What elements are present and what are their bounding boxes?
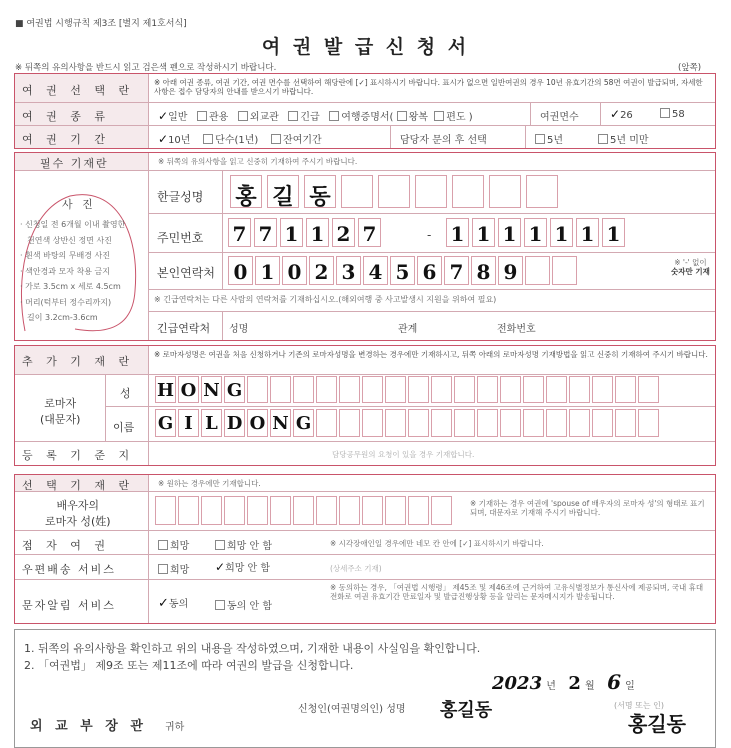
form-subtitle: ■ 여권법 시행규칙 제3조 [별지 제1호서식]	[15, 19, 187, 29]
period-10y-option[interactable]: ✓10년	[158, 132, 191, 146]
spouse-surname-cell[interactable]	[155, 496, 176, 525]
korean-name-char: 길	[272, 183, 294, 210]
rrn-back-cell[interactable]	[446, 218, 469, 247]
emergency-name-field[interactable]: 성명	[229, 324, 249, 335]
selection-note: ※ 아래 여권 종류, 여권 기간, 여권 면수를 선택하여 해당란에 [✓] 표시하시기 바랍니다. 표시가 없으면 일반여권의 경우 10년 유효기간의 58면 여권이 발급되며, 자세한 사항은 접수 담당자의 안내를 받으시기 바랍니다.	[154, 78, 703, 96]
rrn-label: 주민번호	[157, 231, 204, 245]
roman-surname-char: O	[180, 379, 197, 401]
roman-surname-cell[interactable]	[224, 376, 245, 403]
roman-surname-cell[interactable]	[293, 376, 314, 403]
photo-title: 사 진	[62, 198, 96, 211]
roman-given-char: I	[184, 413, 193, 434]
type-general-option[interactable]: ✓일반	[158, 109, 188, 123]
spouse-surname-cell[interactable]	[201, 496, 222, 525]
spouse-surname-cell[interactable]	[178, 496, 199, 525]
phone-char: 1	[260, 259, 275, 284]
registry-label: 등 록 기 준 지	[22, 449, 135, 462]
roman-given-cell[interactable]	[431, 409, 452, 437]
phone-cell[interactable]	[228, 256, 253, 285]
rrn-back-char: 1	[554, 221, 569, 246]
korean-name-char: 홍	[235, 183, 257, 210]
required-title: 필수 기재란	[40, 157, 109, 170]
korean-name-cell[interactable]	[378, 175, 410, 208]
phone-cell[interactable]	[471, 256, 496, 285]
roman-surname-cell[interactable]	[155, 376, 176, 403]
phone-cell[interactable]	[336, 256, 361, 285]
rrn-front-char: 7	[232, 221, 247, 246]
surname-label: 성	[120, 387, 131, 400]
selection-label: 여 권 선 택 란	[22, 84, 135, 97]
page-side: (앞쪽)	[678, 63, 702, 73]
roman-label: 로마자 (대문자)	[40, 397, 81, 426]
optional-note: ※ 원하는 경우에만 기재합니다.	[158, 479, 261, 488]
type-diplomat-option[interactable]: 외교관	[238, 112, 279, 123]
pages-label: 여권면수	[540, 112, 579, 123]
korean-name-cell[interactable]	[341, 175, 373, 208]
rrn-dash: -	[427, 228, 432, 242]
roman-surname-cell[interactable]	[546, 376, 567, 403]
roman-surname-cell[interactable]	[523, 376, 544, 403]
pages-26-option[interactable]: ✓26	[610, 107, 633, 121]
roman-surname-cell[interactable]	[247, 376, 268, 403]
sms-label: 문자알림 서비스	[22, 599, 116, 612]
phone-char: 5	[395, 259, 410, 284]
roman-surname-cell[interactable]	[316, 376, 337, 403]
spouse-surname-cell[interactable]	[247, 496, 268, 525]
roman-surname-cell[interactable]	[592, 376, 613, 403]
roman-surname-cell[interactable]	[431, 376, 452, 403]
phone-char: 2	[314, 259, 329, 284]
type-travel-cert-option[interactable]: 여행증명서(	[329, 112, 393, 123]
rrn-front-cell[interactable]	[280, 218, 303, 247]
emergency-label: 긴급연락처	[157, 322, 211, 335]
roman-surname-cell[interactable]	[477, 376, 498, 403]
applicant-name[interactable]: 홍길동	[440, 700, 493, 721]
roman-given-cell[interactable]	[523, 409, 544, 437]
roman-surname-cell[interactable]	[638, 376, 659, 403]
braille-note: ※ 시각장애인일 경우에만 네모 칸 안에 [✓] 표시하시기 바랍니다.	[330, 539, 544, 548]
roman-given-cell[interactable]	[339, 409, 360, 437]
phone-char: 0	[287, 259, 302, 284]
required-note: ※ 뒤쪽의 유의사항을 읽고 신중히 기재하여 주시기 바랍니다.	[158, 157, 358, 166]
applicant-label: 신청인(여권명의인) 성명	[298, 704, 406, 715]
signature-label: (서명 또는 인)	[614, 701, 664, 710]
spouse-surname-cell[interactable]	[408, 496, 429, 525]
roman-surname-cell[interactable]	[270, 376, 291, 403]
korean-name-cell[interactable]	[304, 175, 336, 208]
rrn-back-cell[interactable]	[576, 218, 599, 247]
braille-no-option[interactable]: 희망 안 함	[215, 537, 272, 552]
rrn-back-cell[interactable]	[498, 218, 521, 247]
roman-given-cell[interactable]	[546, 409, 567, 437]
phone-cell[interactable]	[417, 256, 442, 285]
phone-char: 6	[422, 259, 437, 284]
rrn-back-char: 1	[528, 221, 543, 246]
spouse-surname-cell[interactable]	[339, 496, 360, 525]
roman-surname-cell[interactable]	[454, 376, 475, 403]
roman-surname-cell[interactable]	[500, 376, 521, 403]
addressee-suffix: 귀하	[165, 722, 185, 733]
roman-given-cell[interactable]	[155, 409, 176, 437]
roman-given-cell[interactable]	[615, 409, 636, 437]
roman-given-cell[interactable]	[316, 409, 337, 437]
rrn-front-char: 1	[284, 221, 299, 246]
roman-surname-char: G	[226, 379, 243, 401]
emergency-relation-field[interactable]: 관계	[398, 324, 418, 335]
roman-given-cell[interactable]	[477, 409, 498, 437]
rrn-back-cell[interactable]	[602, 218, 625, 247]
roman-given-cell[interactable]	[224, 409, 245, 437]
declaration-line-2: 2. 「여권법」 제9조 또는 제11조에 따라 여권의 발급을 신청합니다.	[24, 659, 354, 672]
phone-cell[interactable]	[498, 256, 523, 285]
rrn-back-char: 1	[580, 221, 595, 246]
roman-given-cell[interactable]	[247, 409, 268, 437]
type-official-option[interactable]: 관용	[197, 112, 228, 123]
passport-type-options	[158, 108, 473, 123]
korean-name-cell[interactable]	[415, 175, 447, 208]
spouse-surname-cell[interactable]	[316, 496, 337, 525]
roman-surname-char: N	[203, 379, 220, 401]
sms-note: ※ 동의하는 경우, 「여권법 시행령」 제45조 및 제46조에 근거하여 고유식별정보가 통신사에 제공되며, 국내 휴대전화로 여권 유효기간 만료일자 및 발급진행상황 등을 알리는 문자메시지가 발송됩니다.	[330, 583, 704, 601]
rrn-back-cell[interactable]	[550, 218, 573, 247]
rrn-front-char: 7	[362, 221, 377, 246]
roman-given-cell[interactable]	[270, 409, 291, 437]
phone-cell[interactable]	[363, 256, 388, 285]
roman-given-char: D	[226, 413, 243, 434]
period-single-option[interactable]: 단수(1년)	[203, 135, 258, 146]
emergency-note: ※ 긴급연락처는 다른 사람의 연락처를 기재하십시오.(해외여행 중 사고발생시 지원을 위하여 필요)	[154, 295, 497, 304]
roman-surname-cell[interactable]	[201, 376, 222, 403]
additional-title: 추 가 기 재 란	[22, 355, 135, 368]
roman-given-char: N	[272, 413, 289, 434]
sms-disagree-option[interactable]: 동의 안 함	[215, 597, 272, 612]
roman-given-cell[interactable]	[362, 409, 383, 437]
rrn-front-cell[interactable]	[306, 218, 329, 247]
phone-note: ※ '-' 없이 숫자만 기재	[671, 258, 710, 276]
rrn-back-cell[interactable]	[524, 218, 547, 247]
roman-given-char: O	[249, 413, 266, 434]
phone-char: 8	[476, 259, 491, 284]
officer-choice-label: 담당자 문의 후 선택	[400, 135, 487, 146]
roman-given-cell[interactable]	[569, 409, 590, 437]
phone-cell[interactable]	[525, 256, 550, 285]
emergency-phone-field[interactable]: 전화번호	[497, 324, 536, 335]
roman-given-cell[interactable]	[500, 409, 521, 437]
addressee: 외 교 부 장 관	[30, 719, 147, 734]
braille-label: 점 자 여 권	[22, 539, 110, 552]
spouse-surname-cell[interactable]	[362, 496, 383, 525]
phone-char: 0	[233, 259, 248, 284]
roman-given-char: G	[157, 413, 174, 434]
roman-given-cell[interactable]	[201, 409, 222, 437]
roman-surname-cell[interactable]	[178, 376, 199, 403]
post-label: 우편배송 서비스	[22, 563, 116, 576]
sms-agree-option[interactable]: ✓동의	[158, 596, 189, 611]
post-no-option[interactable]: ✓희망 안 함	[215, 560, 271, 574]
photo-requirements: · 신청일 전 6개월 이내 촬영한 천연색 상반신 정면 사진 · 흰색 바탕의 무배경 사진 · 색안경과 모자 착용 금지 · 가로 3.5cm x 세로 4.5cm · 머리(턱부터 정수리까지) 길이 3.2cm-3.6cm	[20, 220, 126, 322]
korean-name-char: 동	[309, 183, 331, 210]
phone-cell[interactable]	[390, 256, 415, 285]
korean-name-cell[interactable]	[526, 175, 558, 208]
korean-name-cell[interactable]	[230, 175, 262, 208]
roman-given-cell[interactable]	[293, 409, 314, 437]
post-address-field[interactable]: (상세주소 기재)	[330, 564, 382, 573]
roman-surname-cell[interactable]	[615, 376, 636, 403]
spouse-surname-cell[interactable]	[224, 496, 245, 525]
spouse-surname-cell[interactable]	[431, 496, 452, 525]
type-emergency-option[interactable]: 긴급	[288, 112, 319, 123]
rrn-back-char: 1	[450, 221, 465, 246]
header-note: ※ 뒤쪽의 유의사항을 반드시 읽고 검은색 펜으로 작성하시기 바랍니다.	[15, 63, 277, 73]
roman-given-cell[interactable]	[638, 409, 659, 437]
given-label: 이름	[113, 421, 135, 434]
rrn-back-char: 1	[502, 221, 517, 246]
rrn-front-cell[interactable]	[358, 218, 381, 247]
declaration-line-1: 1. 뒤쪽의 유의사항을 확인하고 위의 내용을 작성하였으며, 기재한 내용이 사실임을 확인합니다.	[24, 642, 481, 655]
phone-cell[interactable]	[444, 256, 469, 285]
optional-title: 선 택 기 재 란	[22, 479, 135, 492]
spouse-note: ※ 기재하는 경우 여권에 'spouse of 배우자의 로마자 성'의 형태로 표기되며, 대문자로 기재해 주시기 바랍니다.	[470, 499, 705, 517]
period-label: 여 권 기 간	[22, 133, 110, 146]
rrn-back-char: 1	[606, 221, 621, 246]
remain-under5y-option[interactable]: 5년 미만	[598, 131, 649, 146]
roman-given-cell[interactable]	[592, 409, 613, 437]
korean-name-cell[interactable]	[267, 175, 299, 208]
rrn-front-cell[interactable]	[332, 218, 355, 247]
spouse-label: 배우자의 로마자 성(姓)	[45, 499, 111, 528]
rrn-front-char: 7	[258, 221, 273, 246]
period-remaining-option[interactable]: 잔여기간	[271, 135, 322, 146]
roman-given-cell[interactable]	[178, 409, 199, 437]
period-options	[158, 131, 322, 146]
phone-cell[interactable]	[309, 256, 334, 285]
roman-surname-cell[interactable]	[362, 376, 383, 403]
roman-surname-cell[interactable]	[385, 376, 406, 403]
roman-given-cell[interactable]	[408, 409, 429, 437]
phone-label: 본인연락처	[157, 266, 215, 280]
pages-58-option[interactable]: 58	[660, 108, 685, 120]
additional-note: ※ 로마자성명은 여권을 처음 신청하거나 기존의 로마자성명을 변경하는 경우에만 기재하시고, 뒤쪽 아래의 로마자성명 기재방법을 읽고 신중히 기재하여 주시기 바랍니다.	[154, 350, 708, 359]
roman-surname-cell[interactable]	[408, 376, 429, 403]
phone-cell[interactable]	[282, 256, 307, 285]
application-date[interactable]: 2023 년 2 월 6 일	[492, 670, 635, 694]
phone-char: 7	[449, 259, 464, 284]
spouse-surname-cell[interactable]	[293, 496, 314, 525]
spouse-surname-cell[interactable]	[385, 496, 406, 525]
phone-char: 9	[503, 259, 518, 284]
rrn-front-char: 2	[336, 221, 351, 246]
phone-cell[interactable]	[552, 256, 577, 285]
roman-surname-cell[interactable]	[339, 376, 360, 403]
rrn-front-cell[interactable]	[228, 218, 251, 247]
post-yes-option[interactable]: 희망	[158, 561, 189, 576]
roman-given-char: G	[295, 413, 312, 434]
spouse-surname-cell[interactable]	[270, 496, 291, 525]
type-roundtrip-option[interactable]: 왕복	[397, 112, 428, 123]
type-label: 여 권 종 류	[22, 110, 110, 123]
roman-given-cell[interactable]	[454, 409, 475, 437]
rrn-back-cell[interactable]	[472, 218, 495, 247]
roman-given-cell[interactable]	[385, 409, 406, 437]
phone-char: 3	[341, 259, 356, 284]
type-oneway-option[interactable]: 편도 )	[434, 112, 472, 123]
korean-name-label: 한글성명	[157, 190, 204, 204]
form-title: 여 권 발 급 신 청 서	[261, 36, 470, 58]
remain-5y-option[interactable]: 5년	[535, 131, 563, 146]
rrn-back-char: 1	[476, 221, 491, 246]
rrn-front-char: 1	[310, 221, 325, 246]
roman-surname-cell[interactable]	[569, 376, 590, 403]
phone-cell[interactable]	[255, 256, 280, 285]
korean-name-cell[interactable]	[452, 175, 484, 208]
roman-given-char: L	[205, 413, 218, 434]
phone-char: 4	[368, 259, 383, 284]
roman-surname-char: H	[156, 379, 174, 401]
braille-yes-option[interactable]: 희망	[158, 537, 189, 552]
registry-field[interactable]: 담당공무원의 요청이 있을 경우 기재합니다.	[332, 450, 475, 459]
applicant-signature[interactable]: 홍길동	[628, 712, 686, 736]
korean-name-cell[interactable]	[489, 175, 521, 208]
rrn-front-cell[interactable]	[254, 218, 277, 247]
